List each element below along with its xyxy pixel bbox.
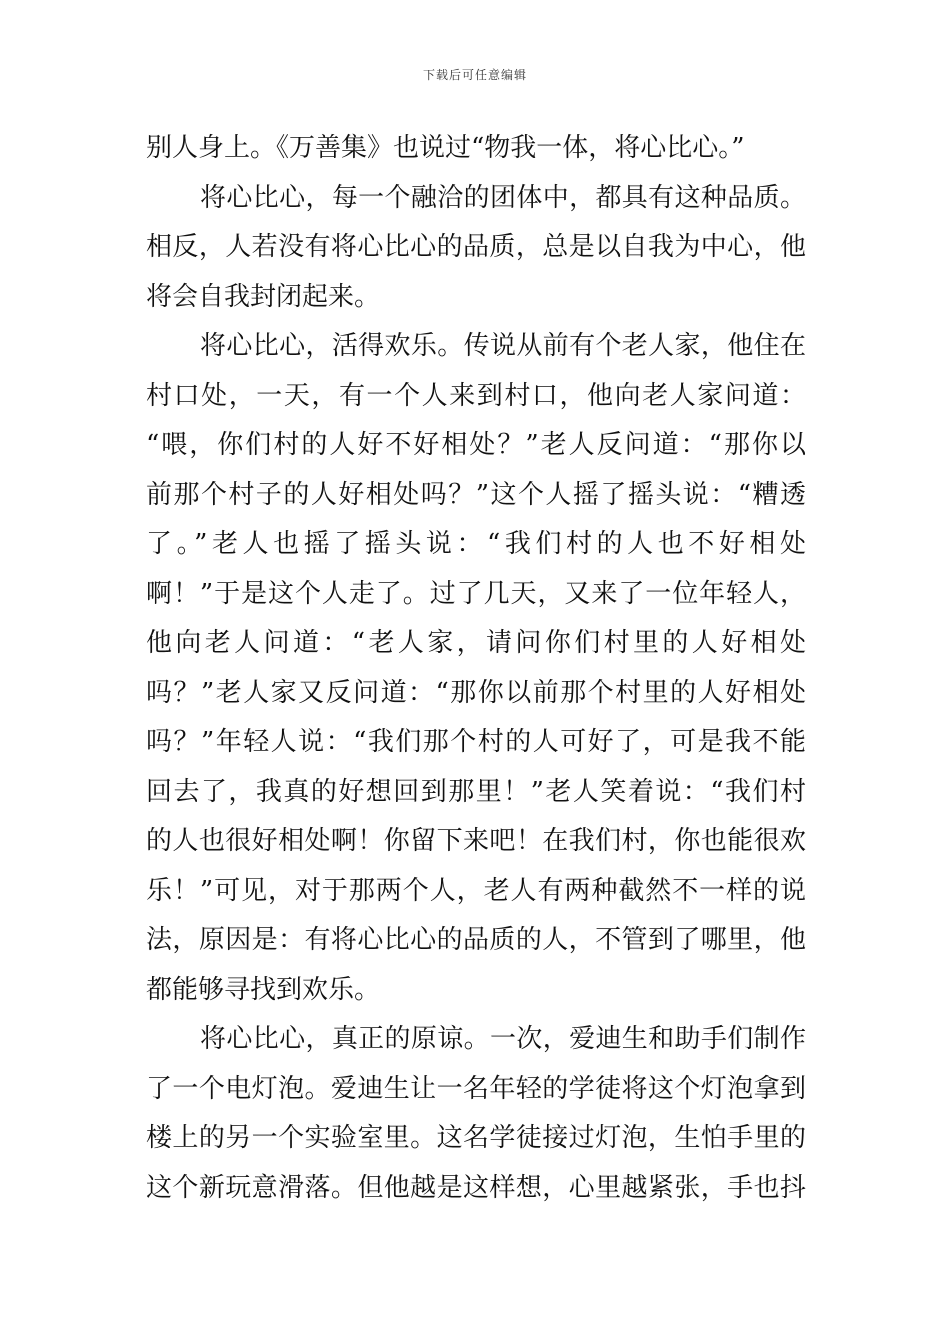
- text-line: 前那个村子的人好相处吗？”这个人摇了摇头说：“糟透: [146, 479, 806, 510]
- text-line: 将会自我封闭起来。: [146, 281, 381, 312]
- text-line: 都能够寻找到欢乐。: [146, 974, 381, 1005]
- text-line: 了一个电灯泡。爱迪生让一名年轻的学徒将这个灯泡拿到: [146, 1073, 806, 1104]
- text-line: 将心比心，每一个融洽的团体中，都具有这种品质。: [200, 182, 806, 213]
- text-line: 别人身上。《万善集》也说过“物我一体，将心比心。”: [146, 133, 745, 163]
- text-line: 他向老人问道：“老人家，请问你们村里的人好相处: [146, 628, 806, 658]
- paragraph-4: [146, 1015, 806, 1213]
- text-line: 乐！”可见，对于那两个人，老人有两种截然不一样的说: [146, 875, 806, 906]
- text-line: 吗？”年轻人说：“我们那个村的人可好了，可是我不能: [146, 727, 806, 757]
- text-line: 这个新玩意滑落。但他越是这样想，心里越紧张，手也抖: [146, 1172, 806, 1203]
- paragraph-3: [146, 322, 806, 1015]
- paragraph-1: [146, 124, 806, 174]
- text-line: “喂，你们村的人好不好相处？”老人反问道：“那你以: [146, 430, 806, 460]
- document-body: [146, 124, 806, 1213]
- text-line: 回去了，我真的好想回到那里！”老人笑着说：“我们村: [146, 776, 806, 807]
- text-line: 楼上的另一个实验室里。这名学徒接过灯泡，生怕手里的: [146, 1123, 806, 1153]
- text-line: 村口处，一天，有一个人来到村口，他向老人家问道：: [146, 380, 806, 411]
- paragraph-2: [146, 174, 806, 323]
- text-line: 将心比心，活得欢乐。传说从前有个老人家，他住在: [200, 331, 806, 361]
- text-line: 吗？”老人家又反问道：“那你以前那个村里的人好相处: [146, 677, 806, 708]
- text-line: 啊！”于是这个人走了。过了几天，又来了一位年轻人，: [146, 578, 806, 609]
- text-line: 的人也很好相处啊！你留下来吧！在我们村，你也能很欢: [146, 826, 806, 856]
- text-line: 法，原因是：有将心比心的品质的人，不管到了哪里，他: [146, 925, 806, 955]
- text-line: 将心比心，真正的原谅。一次，爱迪生和助手们制作: [200, 1024, 806, 1054]
- text-line: 相反，人若没有将心比心的品质，总是以自我为中心，他: [146, 232, 806, 262]
- page-header: 下载后可任意编辑: [422, 68, 527, 82]
- text-line: 了。”老人也摇了摇头说：“我们村的人也不好相处: [146, 529, 806, 559]
